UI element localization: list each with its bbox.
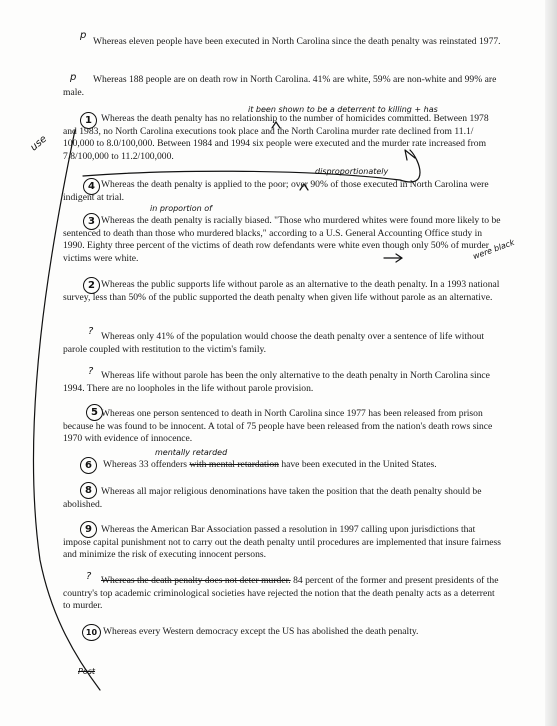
circled-number-2: 2 [83,277,100,294]
margin-mark-q1: ? [88,326,94,337]
bracket-stroke [33,130,100,690]
margin-mark-p2: p [70,72,77,83]
paragraph-7: Whereas only 41% of the population would choose the death penalty over a sentence of life without parole coupled with restitution to the victim's family. [63,331,485,355]
paragraph-13-struck-text: Whereas the death penalty does not deter murder. [101,575,291,586]
handwritten-margin-left: use [28,133,50,154]
paragraph-12: Whereas the American Bar Association passed a resolution in 1997 calling upon jurisdictions that impose capital punishment not to carry out the death penalty until procedures are implemented that insure fairness and minimize the risk of executing innocent persons. [63,524,501,561]
paragraph-11: Whereas all major religious denominations have taken the position that the death penalty should be abolished. [63,486,482,510]
circled-number-10: 10 [82,624,101,641]
handwritten-note-top: it been shown to be a deterrent to killing + has [248,105,438,114]
paragraph-8: Whereas life without parole has been the only alternative to the death penalty in North Carolina since 1994. There are no loopholes in the life without parole provision. [63,370,490,394]
circled-number-4: 4 [83,178,100,195]
paragraph-10-text-before: Whereas 33 offenders [103,459,190,470]
caret-stroke-2 [300,184,308,190]
paragraph-13-text-after: 84 percent of the former and present presidents of the country's top academic criminological societies have rejected the notion that the death penalty acts as a deterrent to murder. [63,575,499,612]
margin-mark-q3: ? [86,571,92,582]
paragraph-14: Whereas every Western democracy except the US has abolished the death penalty. [103,626,419,637]
paragraph-3: Whereas the death penalty has no relationship to the number of homicides committed. Between 1978 and 1983, no North Carolina executions took place and the North Carolina murder rate declined from 11.1/ 100,000 to 8.0/100,000. Between 1984 and 1994 six people were executed and the murder rate increased from 7.8/100,000 to 11.2/100,000. [63,113,489,162]
margin-mark-p1: p [80,30,87,41]
caret-stroke-1 [272,122,280,128]
paragraph-10-struck-text: with mental retardation [189,459,279,470]
circled-number-9: 9 [80,521,97,538]
paragraph-2: Whereas 188 people are on death row in North Carolina. 41% are white, 59% are non-white and 99% are male. [63,74,497,98]
circled-number-8: 8 [80,482,97,499]
circled-number-1: 1 [80,112,97,129]
handwritten-insert-mentally-retarded: mentally retarded [155,448,228,457]
paragraph-1: Whereas eleven people have been executed in North Carolina since the death penalty was reinstated 1977. [93,36,501,47]
handwritten-insert-disproportionately: disproportionately [315,167,389,176]
paragraph-9: Whereas one person sentenced to death in North Carolina since 1977 has been released from prison because he was found to be innocent. A total of 75 people have been released from the nation's death rows since 1970 with evidence of innocence. [63,408,493,445]
paragraph-6: Whereas the public supports life without parole as an alternative to the death penalty. In a 1993 national survey, less than 50% of the public supported the death penalty when given life without parole as an alternative. [63,279,500,303]
insert-line-stroke [384,254,402,262]
margin-mark-q2: ? [88,366,94,377]
handwritten-bottom-scrawl: Post [78,667,96,676]
paragraph-10-text-after: have been executed in the United States. [278,459,437,470]
circled-number-3: 3 [83,213,100,230]
handwritten-margin-right: were black [471,237,516,262]
circled-number-5: 5 [86,404,103,421]
paragraph-4: Whereas the death penalty is applied to the poor; over 90% of those executed in North Carolina were indigent at trial. [63,179,489,203]
circled-number-6: 6 [80,457,97,474]
paragraph-5: Whereas the death penalty is racially biased. "Those who murdered whites were found more likely to be sentenced to death than those who murdered blacks," according to a U.S. General Accounting Office study in 1990. Eighty three percent of the victims of death row defendants were white even though only 50% of murder victims were white. [63,215,501,264]
underline-stroke [83,150,420,182]
handwritten-insert-proportion: in proportion of [150,204,212,213]
